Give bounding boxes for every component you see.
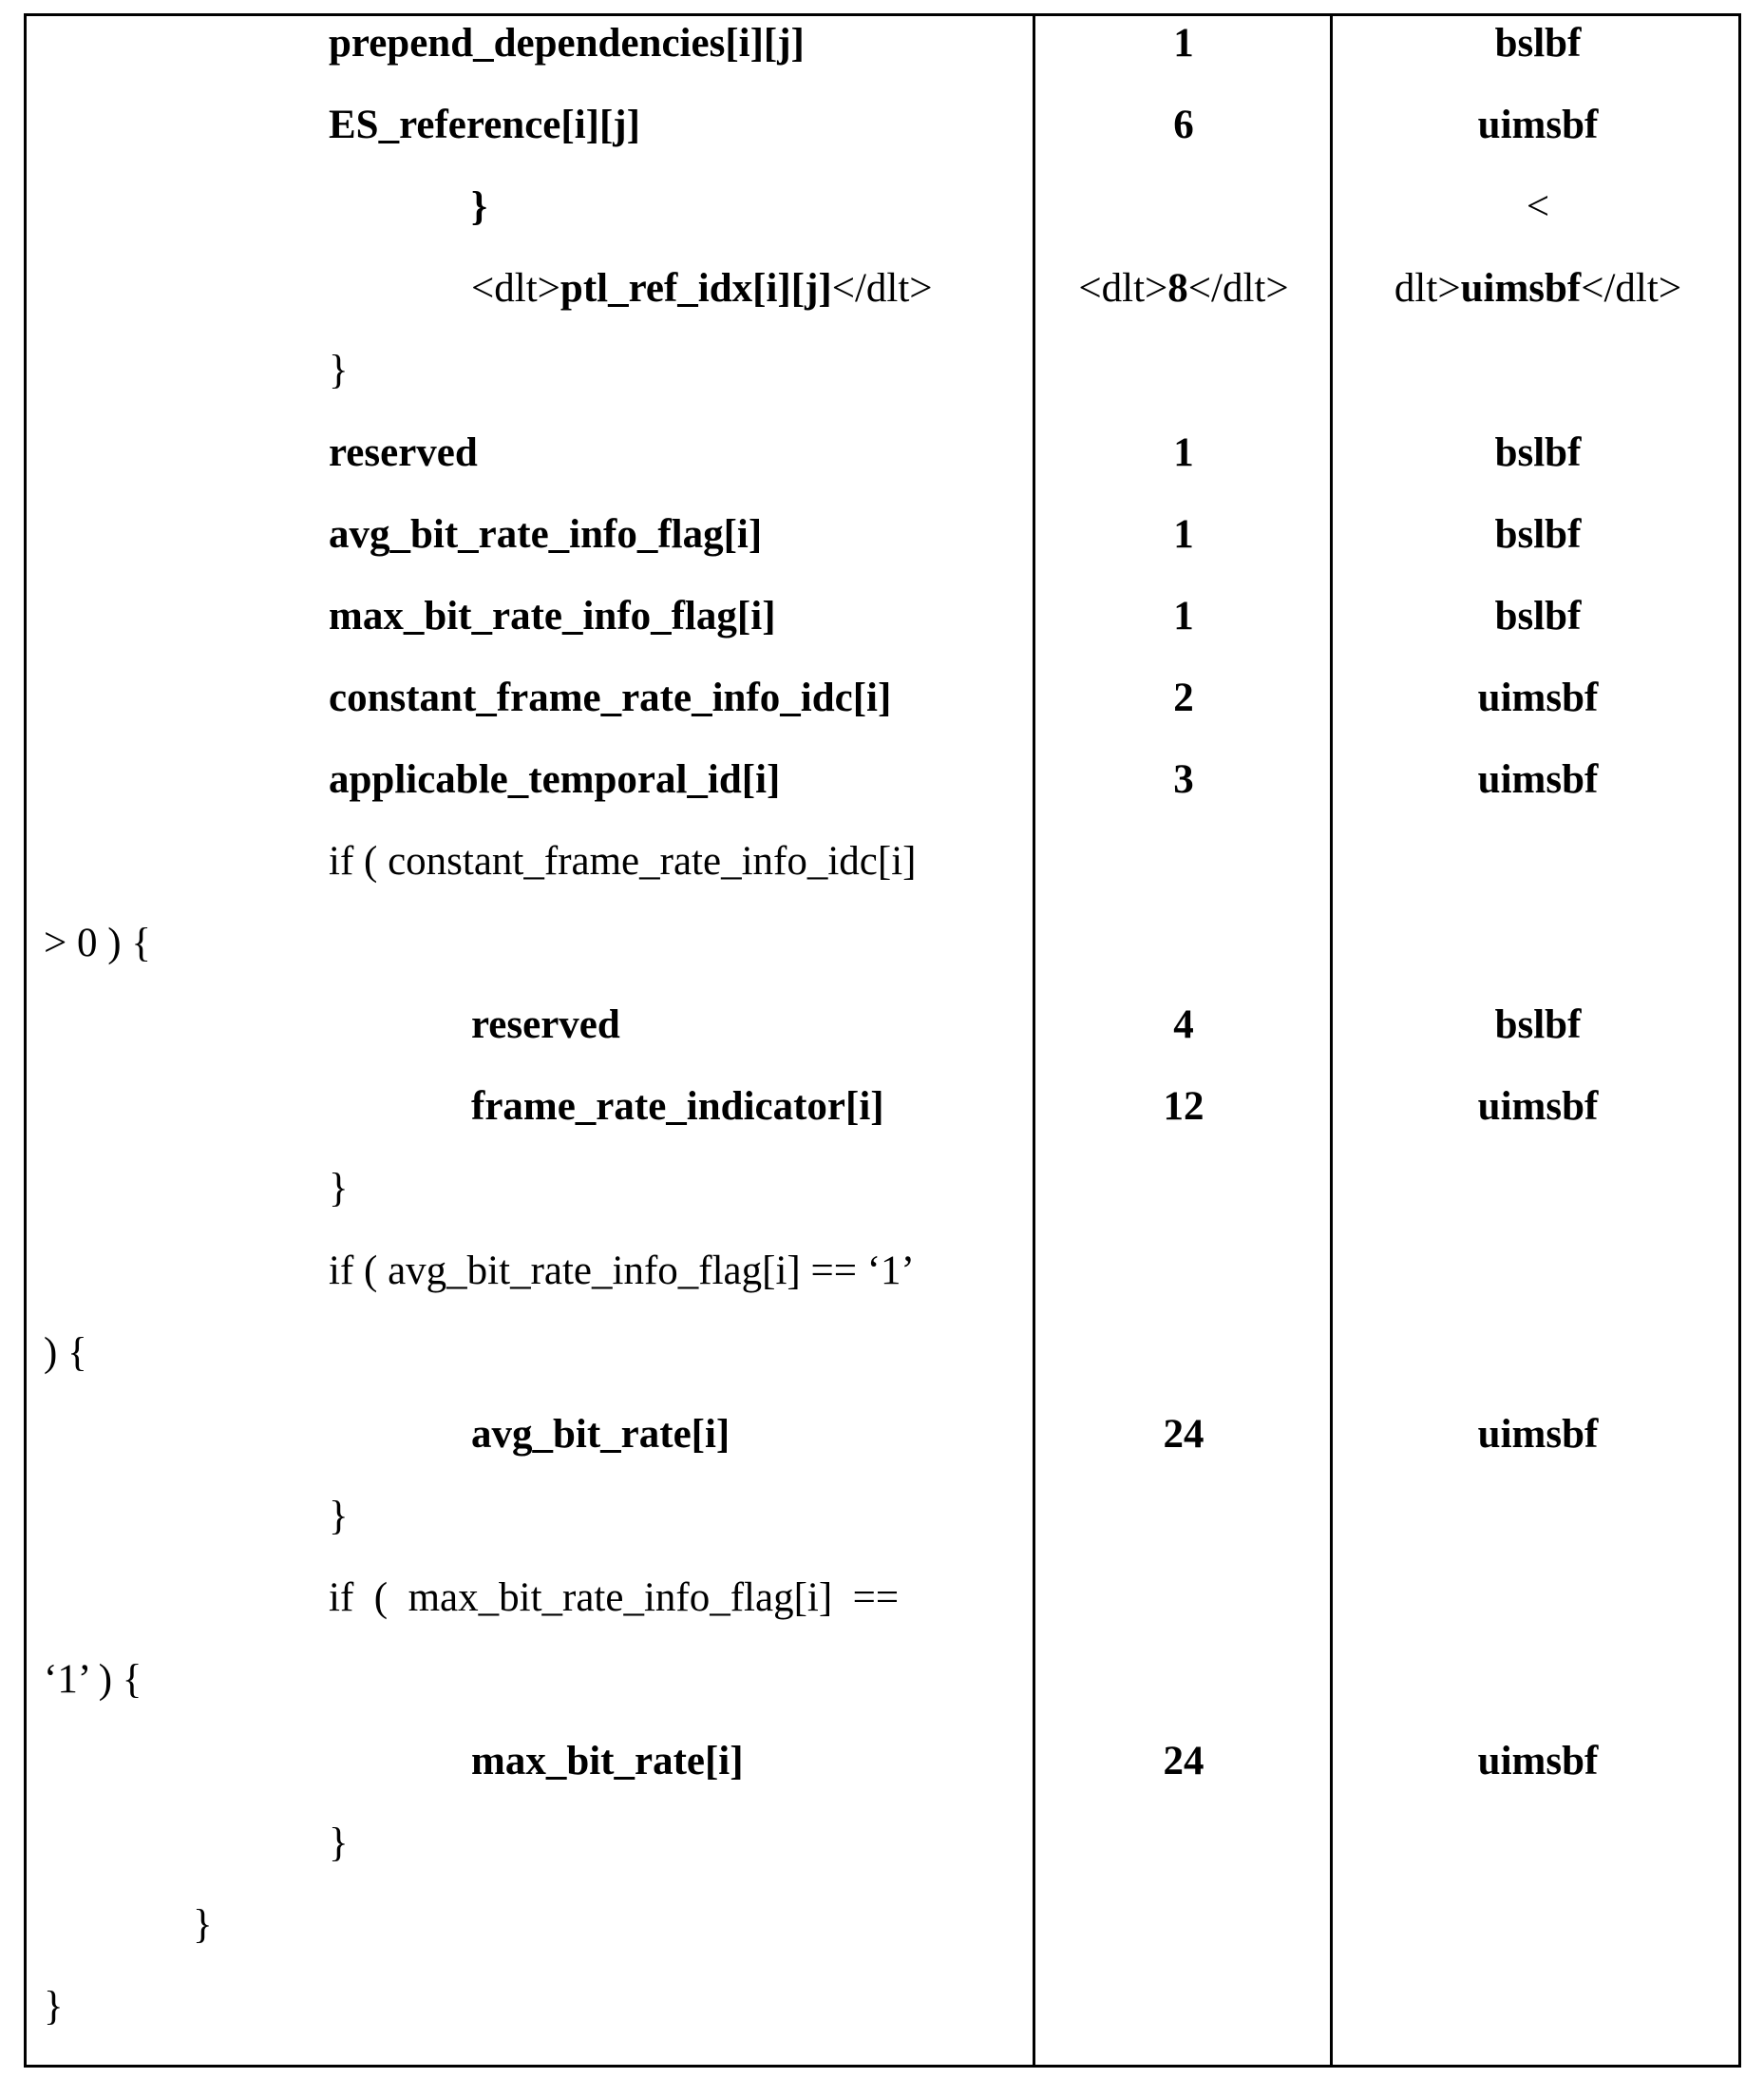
- syntax-cell: [329, 494, 762, 576]
- table-row: [0, 1066, 1764, 1148]
- text-segment: }: [329, 348, 349, 392]
- mnemonic-cell: <: [1334, 166, 1742, 248]
- syntax-cell: [329, 330, 349, 411]
- table-row: [0, 1639, 1764, 1721]
- mnemonic-cell: bslbf: [1334, 3, 1742, 85]
- bits-cell: 24: [1036, 1721, 1331, 1802]
- syntax-cell: [329, 658, 891, 739]
- text-segment: applicable_temporal_id[i]: [329, 757, 780, 802]
- text-segment: </dlt>: [1581, 266, 1681, 311]
- table-row: [0, 821, 1764, 903]
- text-segment: <dlt>: [471, 266, 560, 311]
- table-row: [0, 984, 1764, 1066]
- table-row: [0, 1394, 1764, 1476]
- table-row: [0, 1557, 1764, 1639]
- text-segment: }: [193, 1902, 213, 1947]
- text-segment: if ( avg_bit_rate_info_flag[i] == ‘1’: [329, 1249, 915, 1293]
- table-row: [0, 1312, 1764, 1394]
- table-row: [0, 1802, 1764, 1884]
- syntax-cell: [44, 1312, 87, 1394]
- table-row: [0, 658, 1764, 739]
- text-segment: ‘1’ ) {: [44, 1657, 142, 1702]
- text-segment: ) {: [44, 1330, 87, 1375]
- table-row: [0, 494, 1764, 576]
- text-segment: }: [44, 1984, 64, 2029]
- syntax-cell: [329, 821, 916, 903]
- table-row: [0, 1148, 1764, 1230]
- mnemonic-cell: uimsbf: [1334, 739, 1742, 821]
- bits-cell: [1036, 248, 1331, 330]
- table-row: [0, 412, 1764, 494]
- text-segment: reserved: [329, 430, 478, 475]
- text-segment: uimsbf: [1461, 266, 1582, 311]
- mnemonic-cell: [1334, 248, 1742, 330]
- bits-cell: 1: [1036, 576, 1331, 658]
- text-segment: max_bit_rate[i]: [471, 1739, 744, 1783]
- bits-cell: 1: [1036, 3, 1331, 85]
- bits-cell: 4: [1036, 984, 1331, 1066]
- syntax-cell: [471, 1066, 884, 1148]
- text-segment: avg_bit_rate_info_flag[i]: [329, 512, 762, 557]
- table-row: [0, 3, 1764, 85]
- syntax-cell: [329, 739, 780, 821]
- syntax-cell: [471, 1721, 744, 1802]
- syntax-cell: [471, 248, 933, 330]
- syntax-cell: [329, 1148, 349, 1230]
- text-segment: prepend_dependencies[i][j]: [329, 21, 805, 66]
- text-segment: }: [329, 1166, 349, 1211]
- syntax-cell: [44, 1966, 64, 2048]
- syntax-cell: [44, 903, 151, 984]
- syntax-cell: [329, 1802, 349, 1884]
- mnemonic-cell: bslbf: [1334, 412, 1742, 494]
- bits-cell: 1: [1036, 412, 1331, 494]
- table-row: [0, 1230, 1764, 1312]
- text-segment: ptl_ref_idx[i][j]: [560, 266, 832, 311]
- text-segment: > 0 ) {: [44, 921, 151, 965]
- text-segment: if ( constant_frame_rate_info_idc[i]: [329, 839, 916, 884]
- syntax-cell: [193, 1884, 213, 1966]
- text-segment: constant_frame_rate_info_idc[i]: [329, 676, 891, 720]
- syntax-cell: [329, 1476, 349, 1557]
- table-row: [0, 166, 1764, 248]
- text-segment: avg_bit_rate[i]: [471, 1412, 730, 1457]
- bits-cell: 2: [1036, 658, 1331, 739]
- text-segment: <dlt>: [1078, 266, 1167, 311]
- table-row: [0, 248, 1764, 330]
- text-segment: frame_rate_indicator[i]: [471, 1084, 884, 1129]
- table-row: [0, 903, 1764, 984]
- text-segment: max_bit_rate_info_flag[i]: [329, 594, 776, 639]
- table-row: [0, 1966, 1764, 2048]
- text-segment: dlt>: [1394, 266, 1461, 311]
- mnemonic-cell: uimsbf: [1334, 1066, 1742, 1148]
- mnemonic-cell: bslbf: [1334, 576, 1742, 658]
- table-row: [0, 330, 1764, 411]
- syntax-cell: [471, 984, 620, 1066]
- bits-cell: 6: [1036, 85, 1331, 166]
- table-row: [0, 1721, 1764, 1802]
- table-row: [0, 85, 1764, 166]
- mnemonic-cell: uimsbf: [1334, 1394, 1742, 1476]
- text-segment: 8: [1167, 266, 1188, 311]
- syntax-cell: [329, 85, 640, 166]
- text-segment: </dlt>: [1188, 266, 1289, 311]
- table-row: [0, 739, 1764, 821]
- syntax-cell: [329, 3, 805, 85]
- bits-cell: 3: [1036, 739, 1331, 821]
- text-segment: if ( max_bit_rate_info_flag[i] ==: [329, 1575, 899, 1620]
- bits-cell: 1: [1036, 494, 1331, 576]
- text-segment: }: [329, 1821, 349, 1865]
- table-row: [0, 1476, 1764, 1557]
- mnemonic-cell: bslbf: [1334, 984, 1742, 1066]
- mnemonic-cell: uimsbf: [1334, 658, 1742, 739]
- bits-cell: 12: [1036, 1066, 1331, 1148]
- text-segment: ES_reference[i][j]: [329, 103, 640, 147]
- text-segment: reserved: [471, 1002, 620, 1047]
- syntax-cell: [329, 576, 776, 658]
- table-row: [0, 1884, 1764, 1966]
- mnemonic-cell: uimsbf: [1334, 1721, 1742, 1802]
- syntax-cell: [471, 166, 487, 248]
- syntax-cell: [471, 1394, 730, 1476]
- syntax-cell: [329, 1230, 915, 1312]
- syntax-cell: [44, 1639, 142, 1721]
- text-segment: </dlt>: [832, 266, 933, 311]
- mnemonic-cell: bslbf: [1334, 494, 1742, 576]
- text-segment: }: [329, 1494, 349, 1538]
- syntax-cell: [329, 412, 478, 494]
- text-segment: }: [471, 184, 487, 229]
- mnemonic-cell: uimsbf: [1334, 85, 1742, 166]
- bits-cell: 24: [1036, 1394, 1331, 1476]
- table-row: [0, 576, 1764, 658]
- syntax-cell: [329, 1557, 899, 1639]
